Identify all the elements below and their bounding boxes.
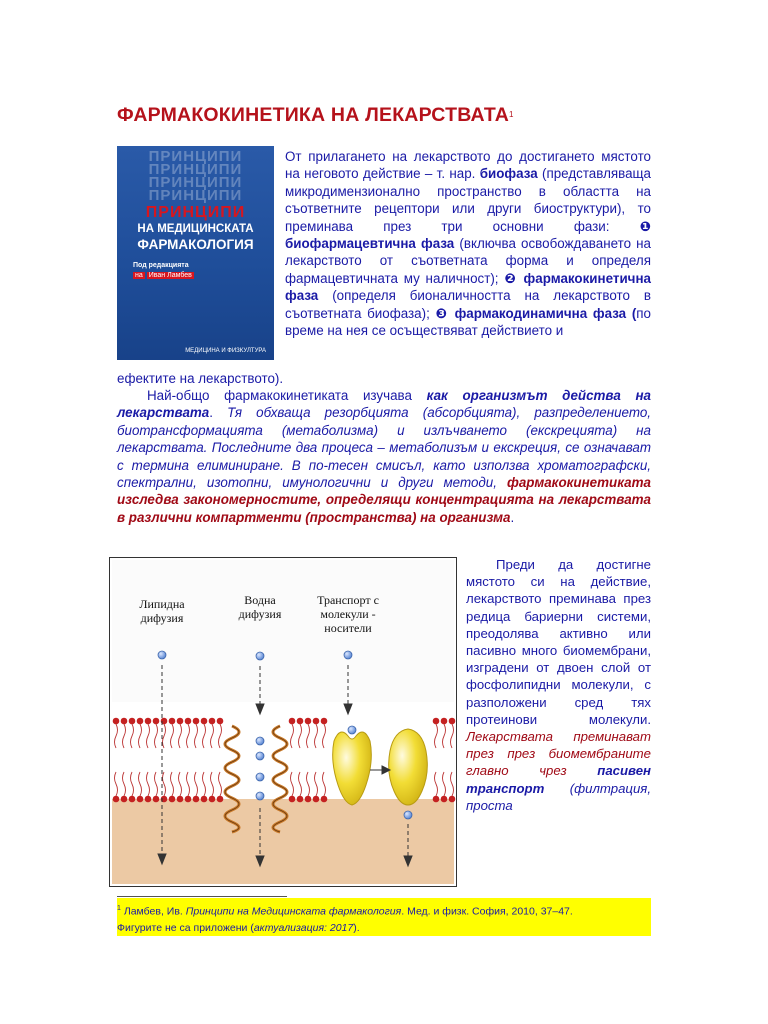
- lipid-head: [305, 718, 312, 725]
- lipid-head: [201, 718, 208, 725]
- lipid-head: [169, 718, 176, 725]
- phase-number-1: ❶: [639, 218, 651, 234]
- cover-editor-name: на Иван Ламбев: [135, 272, 192, 279]
- cover-title-line3: ФАРМАКОЛОГИЯ: [137, 237, 254, 252]
- cover-editor-label: Под редакцията: [133, 262, 189, 269]
- footnote-book-title: Принципи на Медицинската фармакология: [185, 905, 402, 918]
- book-cover-image: [117, 146, 274, 360]
- footnote-reference[interactable]: 1: [509, 110, 514, 119]
- lipid-head: [113, 718, 120, 725]
- lipid-head: [177, 718, 184, 725]
- lipid-head: [441, 796, 448, 803]
- side-paragraph: Преди да достигне мястото си на действие, лекарството преминава през редица бариерни системи, преодолява активно или пасивно много биомембрани, изградени от двоен слой от фосфолипидни молекули, с разположени сред тях протеинови молекули. Лекарствата преминават през през биомембраните главно чрез пасивен транспорт (филтрация, проста: [466, 557, 651, 813]
- highlight-how-organism-acts: как организмът действа на лекарствата: [117, 388, 651, 421]
- footnote-line-2: Фигурите не са приложени (актуализация: 2017).: [117, 922, 360, 934]
- label-carrier-transport-line3: носители: [324, 621, 372, 635]
- lipid-head: [321, 718, 328, 725]
- cover-ghost-word: ПРИНЦИПИ: [148, 174, 243, 191]
- lipid-head: [177, 796, 184, 803]
- lipid-head: [169, 796, 176, 803]
- label-water-diffusion-line2: дифузия: [238, 607, 282, 621]
- cover-title-line2: НА МЕДИЦИНСКАТА: [137, 223, 254, 235]
- footnote-separator: [117, 896, 287, 897]
- lipid-head: [217, 718, 224, 725]
- lipid-head: [193, 718, 200, 725]
- lipid-head: [113, 796, 120, 803]
- intro-paragraph-end: ефектите на лекарството).: [117, 371, 284, 386]
- lipid-head: [209, 718, 216, 725]
- lipid-head: [201, 796, 208, 803]
- phase-pharmacokinetic: фармакокинетична фаза: [285, 270, 651, 304]
- phase-number-2: ❷: [504, 270, 518, 286]
- phase-biopharmaceutical: биофармацевтична фаза: [285, 236, 455, 252]
- cover-ghost-word: ПРИНЦИПИ: [148, 161, 243, 178]
- pharmacokinetics-paragraph: Най-общо фармакокинетиката изучава как организмът действа на лекарствата. Тя обхваща резорбцията (абсорбцията), разпределението, биотрансформацията (метаболизма) и излъчването (екскрецията) на лекарствата. Последните два процеса – метаболизъм и екскреция, се означават с термина елиминиране. В по-тесен смисъл, като използва хроматографски, спектрални, изотопни, имунологични и други методи, фармакокинетиката изследва закономерностите, определящи концентрацията на лекарствата в различни компартменти (пространства) на организма.: [117, 388, 651, 525]
- highlight-definition: фармакокинетиката изследва закономерностите, определящи концентрацията на лекарствата в различни компартменти (пространства) на организма: [117, 475, 651, 525]
- lipid-head: [129, 796, 136, 803]
- lipid-head: [449, 718, 456, 725]
- lipid-head: [185, 796, 192, 803]
- label-water-diffusion-line1: Водна: [244, 593, 276, 607]
- lipid-head: [145, 718, 152, 725]
- lipid-head: [129, 718, 136, 725]
- lipid-head: [145, 796, 152, 803]
- lipid-head: [153, 796, 160, 803]
- lipid-head: [193, 796, 200, 803]
- cover-title-word: ПРИНЦИПИ: [145, 204, 246, 221]
- lipid-head: [441, 718, 448, 725]
- lipid-head: [121, 796, 128, 803]
- lipid-head: [433, 796, 440, 803]
- lipid-head: [297, 718, 304, 725]
- label-lipid-diffusion-line2: дифузия: [140, 611, 184, 625]
- phase-pharmacodynamic: фармакодинамична фаза (: [454, 305, 637, 321]
- lipid-head: [289, 796, 296, 803]
- label-carrier-transport-line2: молекули -: [320, 607, 376, 621]
- cover-publisher: МЕДИЦИНА И ФИЗКУЛТУРА: [185, 348, 266, 354]
- intro-paragraph: От прилагането на лекарството до достигането мястото на неговото действие – т. нар. биофаза (представляваща микродимензионално пространство в областта на съответните рецептори или други биоструктури), то преминава през три основни фази: ❶ биофармацевтична фаза (включва освобождаването на лекарството от съответната форма и определя фармацевтичната му наличност); ❷ фармакокинетична фаза (определя бионаличността на лекарството в съответната биофаза); ❸ фармакодинамична фаза (по време на нея се осъществяват действието и: [285, 149, 652, 339]
- label-lipid-diffusion-line1: Липидна: [139, 597, 185, 611]
- lipid-head: [305, 796, 312, 803]
- lipid-head: [297, 796, 304, 803]
- footnote-line-1: $^1$ Ламбев, Ив. Принципи на Медицинската фармакология. Мед. и физк. София, 2010, 37–47.: [117, 905, 573, 918]
- highlight-passive-transport: пасивен транспорт: [466, 763, 651, 796]
- lipid-head: [289, 718, 296, 725]
- phase-number-3: ❸: [435, 305, 449, 321]
- lipid-head: [433, 718, 440, 725]
- cover-ghost-word: ПРИНЦИПИ: [148, 148, 243, 165]
- cover-ghost-word: ПРИНЦИПИ: [148, 187, 243, 204]
- lipid-head: [153, 718, 160, 725]
- lipid-head: [313, 718, 320, 725]
- lipid-head: [209, 796, 216, 803]
- lipid-head: [121, 718, 128, 725]
- lipid-head: [449, 796, 456, 803]
- lipid-head: [321, 796, 328, 803]
- lipid-head: [185, 718, 192, 725]
- membrane-diagram: [110, 558, 456, 886]
- membrane-transport-figure: [109, 557, 457, 887]
- term-biofaza: биофаза: [479, 166, 538, 182]
- lipid-head: [313, 796, 320, 803]
- lipid-head: [137, 796, 144, 803]
- label-carrier-transport-line1: Транспорт с: [317, 593, 379, 607]
- lipid-head: [217, 796, 224, 803]
- lipid-head: [137, 718, 144, 725]
- page-title: ФАРМАКОКИНЕТИКА НА ЛЕКАРСТВАТА$^1$: [117, 104, 514, 126]
